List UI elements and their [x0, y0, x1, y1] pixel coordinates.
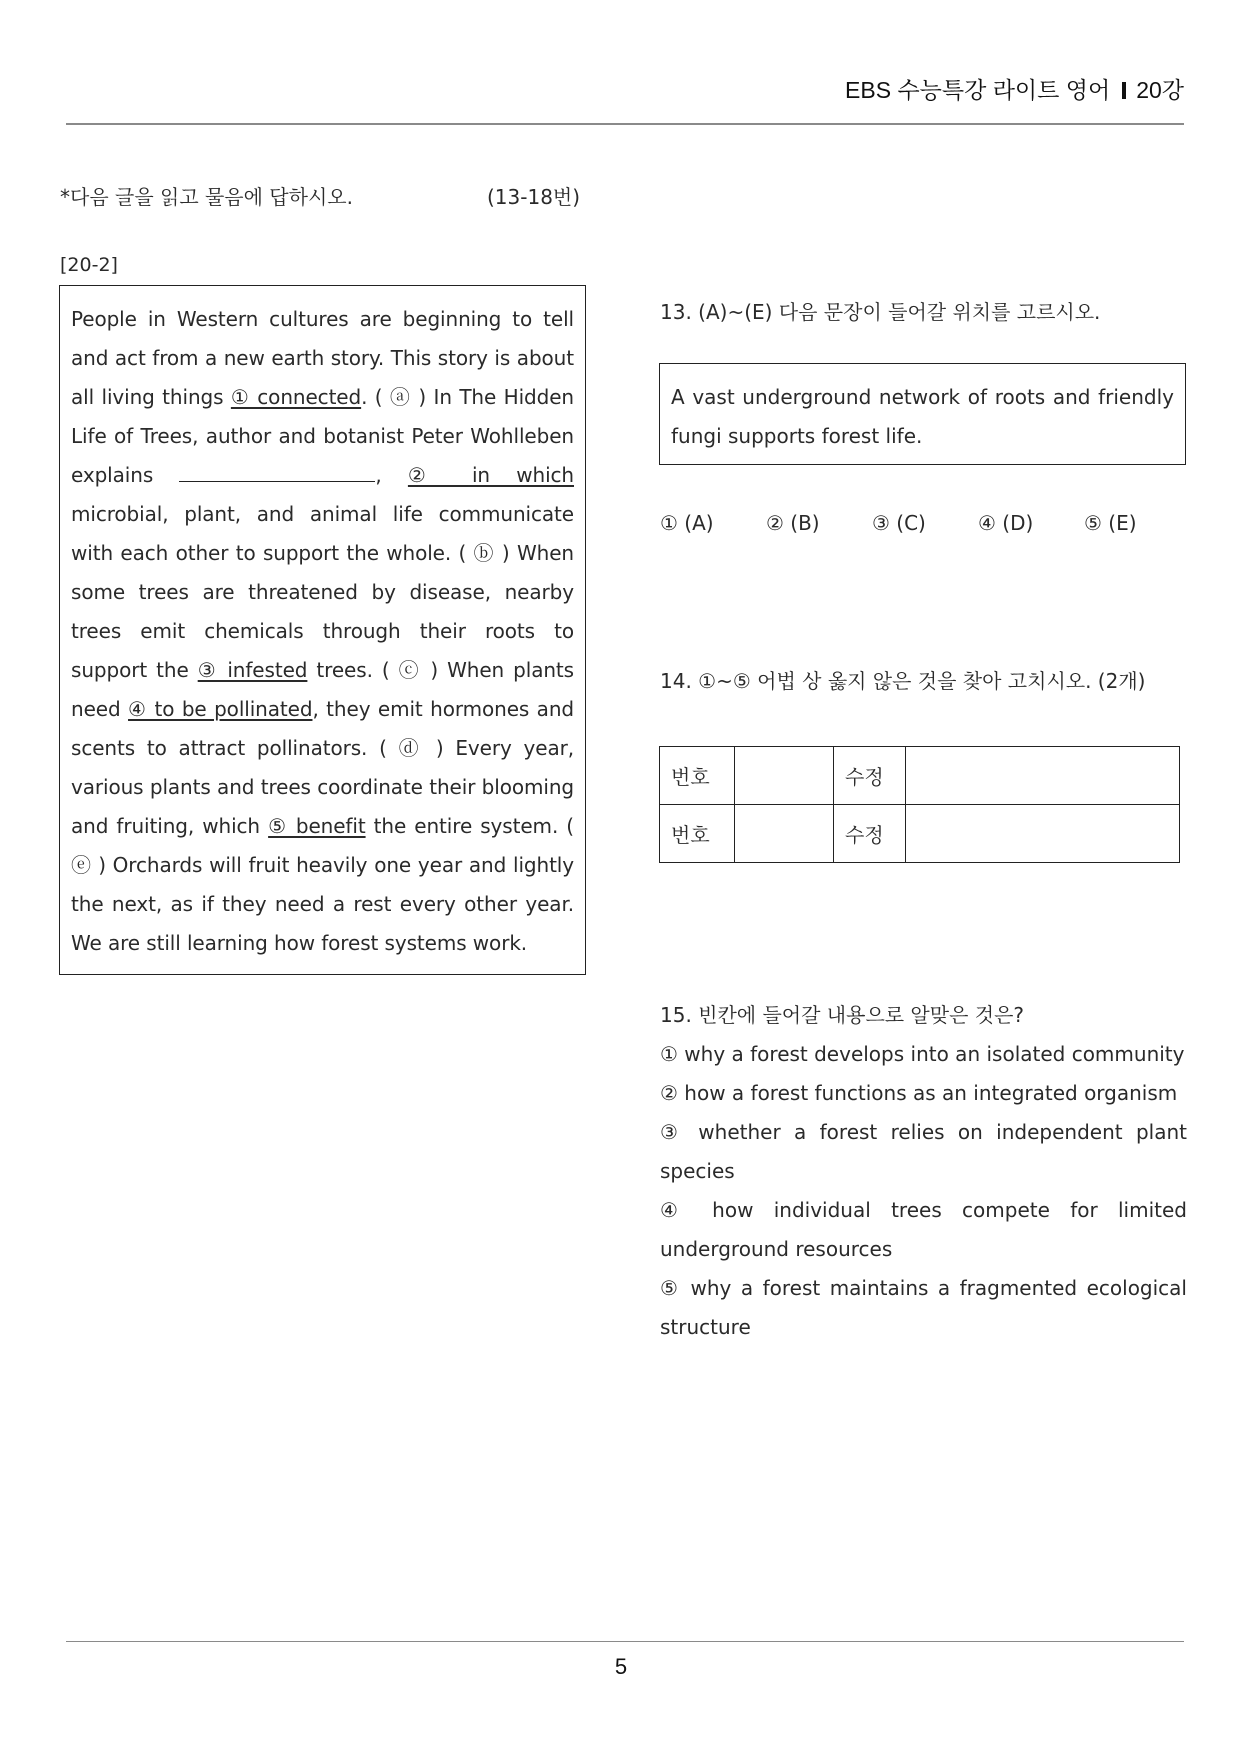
page-number: 5: [614, 1654, 628, 1679]
passage-segment: . ( ⓐ ) In The Hidden Life of Trees, author and botanist Peter Wohlleben explains: [71, 385, 575, 487]
instruction-text: *다음 글을 읽고 물음에 답하시오.: [60, 185, 353, 209]
passage-segment: , they emit hormones and scents to attract pollinators. ( ⓓ ) Every year, various plants and trees coordinate their blooming and fruiting, which: [71, 697, 574, 838]
passage-text: [71, 300, 574, 963]
underlined-item-3: ③ infested: [197, 658, 308, 682]
passage-segment: trees. ( ⓒ ) When plants need: [71, 658, 574, 721]
number-label: 번호: [660, 747, 735, 805]
header-rule: [66, 123, 1184, 125]
question-15: [660, 996, 1187, 1347]
option-2[interactable]: ② how a forest functions as an integrated organism: [660, 1081, 1178, 1105]
fix-answer-cell[interactable]: [906, 805, 1180, 863]
table-row: [660, 747, 1180, 805]
question-13-prompt: 13. (A)~(E) 다음 문장이 들어갈 위치를 고르시오.: [660, 300, 1101, 324]
separator-bar: [1122, 82, 1126, 99]
choice-d[interactable]: ④ (D): [978, 511, 1034, 535]
footer-rule: [66, 1641, 1184, 1642]
lesson-number: 20강: [1136, 77, 1184, 103]
choice-e[interactable]: ⑤ (E): [1084, 511, 1137, 535]
option-4[interactable]: ④ how individual trees compete for limited underground resources: [660, 1198, 1187, 1261]
passage-segment: microbial, plant, and animal life communicate with each other to support the whole. ( ⓑ ) When some trees are threatened by disease, nearby trees emit chemicals through their roots to support the: [71, 502, 574, 682]
answer-blank: [179, 460, 375, 482]
choice-b[interactable]: ② (B): [766, 511, 820, 535]
option-1[interactable]: ① why a forest develops into an isolated community: [660, 1042, 1185, 1066]
underlined-item-1: ① connected: [230, 385, 362, 409]
passage-segment: the entire system. ( ⓔ ) Orchards will fruit heavily one year and lightly the next, as if they need a rest every other year. We are still learning how forest systems work.: [71, 814, 574, 955]
book-title: EBS 수능특강 라이트 영어: [845, 77, 1111, 103]
instruction-range: (13-18번): [487, 185, 581, 209]
question-13-choices: [660, 511, 1190, 535]
choice-c[interactable]: ③ (C): [872, 511, 926, 535]
fix-label: 수정: [834, 805, 906, 863]
fix-answer-cell[interactable]: [906, 747, 1180, 805]
passage-code: [20-2]: [60, 254, 118, 276]
passage-segment: ,: [375, 463, 408, 487]
number-label: 번호: [660, 805, 735, 863]
underlined-item-2: ② in which: [407, 463, 574, 487]
question-14-prompt: 14. ①~⑤ 어법 상 옳지 않은 것을 찾아 고치시오. (2개): [660, 669, 1146, 693]
underlined-item-5: ⑤ benefit: [268, 814, 366, 838]
fix-label: 수정: [834, 747, 906, 805]
header-title: [845, 72, 1184, 105]
question-15-prompt: 15. 빈칸에 들어갈 내용으로 알맞은 것은?: [660, 1003, 1025, 1027]
number-answer-cell[interactable]: [735, 747, 834, 805]
option-3[interactable]: ③ whether a forest relies on independent plant species: [660, 1120, 1187, 1183]
passage-box: [59, 285, 586, 975]
table-row: [660, 805, 1180, 863]
passage-segment: People in Western cultures are beginning to tell and act from a new earth story. This story is about all living things: [71, 307, 574, 409]
option-5[interactable]: ⑤ why a forest maintains a fragmented ecological structure: [660, 1276, 1187, 1339]
underlined-item-4: ④ to be pollinated: [128, 697, 313, 721]
number-answer-cell[interactable]: [735, 805, 834, 863]
answer-table: [659, 746, 1180, 863]
insert-sentence-box: A vast underground network of roots and friendly fungi supports forest life.: [659, 363, 1186, 465]
choice-a[interactable]: ① (A): [660, 511, 714, 535]
